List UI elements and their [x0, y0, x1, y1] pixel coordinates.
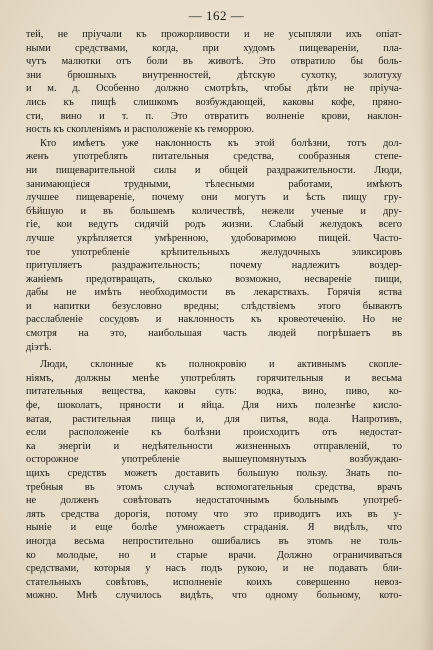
text-line: расслабленіе сосудовъ и наклонность къ кровеотеченію. Но не [26, 314, 402, 326]
text-line: иногда весьма непростительно ошибались въ этомъ не толь- [26, 535, 402, 547]
text-line: и м. д. Особенно должно смотрѣть, чтобы дѣти не пріуча- [26, 83, 402, 95]
page-number: — 162 — [188, 8, 245, 23]
text-line: и напитки безусловно вредны; слѣдствіемъ этого бываютъ [26, 300, 402, 312]
text-line: Люди, склонные къ полнокровію и активнымъ скопле- [40, 359, 402, 371]
body-text [26, 28, 402, 603]
text-line: гіе, кои ведутъ сидячій родъ жизни. Слабый желудокъ всего [26, 219, 402, 231]
text-line: ко молодые, но и старые врачи. Должно ограничиваться [26, 549, 402, 561]
text-line: лучшее пищевареніе, почему они могутъ и ѣсть пищу гру- [26, 192, 402, 204]
text-line: ни пищеварительной силы и общей раздражительности. Люди, [26, 164, 402, 176]
paragraph-3 [26, 358, 402, 603]
text-line: лучше укрѣпляется умѣренною, удобоваримою пищей. Часто- [26, 232, 402, 244]
text-line: ватая, растительная пища и, для питья, вода. Напротивъ, [26, 413, 402, 425]
text-line: діэтѣ. [26, 341, 52, 353]
text-line: ка энергіи и недѣятельности жизненныхъ отправленій, то [26, 440, 402, 452]
text-line: чутъ малютки отъ боли въ животѣ. Это отвратило бы боль- [26, 56, 402, 68]
text-line: не долженъ совѣтовать недостаточнымъ больнымъ употреб- [26, 495, 402, 507]
text-line: тей, не пріучали къ прожорливости и не усыпляли ихъ опіат- [26, 29, 402, 40]
text-line: ныніе и еще болѣе умножаетъ страданія. Я видѣлъ, что [26, 522, 402, 534]
text-line: жаніемъ предотвращать, сколько возможно, несвареніе пищи, [26, 273, 402, 285]
text-line: занимающіеся трудными, тѣлесными работами, имѣютъ [26, 178, 402, 190]
text-line: дабы не имѣть необходимости въ лекарствахъ. Горячія яства [26, 287, 402, 299]
text-line: фе, шоколатъ, пряности и яйца. Для нихъ полезнѣе кисло- [26, 400, 402, 412]
text-line: ность къ скопленіямъ и расположеніе къ геморрою. [26, 124, 255, 136]
paragraph-1 [26, 28, 402, 137]
text-line: щихъ средствъ можетъ доставить большую пользу. Знать по- [26, 468, 402, 479]
text-line: если расположеніе къ болѣзни происходитъ отъ недостат- [26, 427, 402, 439]
text-line: питательныя вещества, каковы суть: водка, вино, пиво, ко- [26, 386, 402, 398]
text-line: лять средства дорогія, потому что это приводитъ ихъ въ у- [26, 508, 402, 520]
paragraph-2 [26, 137, 402, 355]
text-line: смотря на это, наибольшая часть людей погрѣшаетъ въ [26, 328, 402, 340]
text-line: ными средствами, когда, при худомъ пищевареніи, пла- [26, 42, 402, 54]
text-line: бѣйшую и въ большемъ количествѣ, нежели ученые и дру- [26, 205, 402, 217]
text-line: лись къ пищѣ слишкомъ возбуждающей, каковы кофе, пряно- [26, 96, 402, 108]
text-line: стательныхъ совѣтовъ, исполненіе коихъ совершенно невоз- [26, 576, 402, 588]
text-line: зни брюшныхъ внутренностей, дѣтскую сухотку, золотуху [26, 69, 402, 81]
text-line: сти, вино и т. п. Это отвратитъ волненіе крови, наклон- [26, 110, 402, 122]
text-line: осторожное употребленіе вышеупомянутыхъ возбуждаю- [26, 454, 402, 466]
text-line: можно. Мнѣ случилось видѣть, что одному больному, кото- [26, 590, 402, 602]
text-line: средствами, которыя у насъ подъ рукою, и не подавать бли- [26, 563, 402, 575]
text-line: Кто имѣетъ уже наклонность къ этой болѣзни, тотъ дол- [40, 137, 402, 149]
text-line: требныя въ этомъ случаѣ вспомогательныя средства, врачъ [26, 481, 402, 493]
text-line: женъ употреблять питательныя средства, сообразныя степе- [26, 151, 402, 163]
text-line: тое употребленіе крѣпительныхъ желудочныхъ эликсировъ [26, 246, 402, 258]
text-line: ніямъ, должны менѣе употреблять горячительныя и весьма [26, 372, 402, 384]
text-line: притупляетъ раздражительность; почему надлежитъ воздер- [26, 260, 402, 272]
